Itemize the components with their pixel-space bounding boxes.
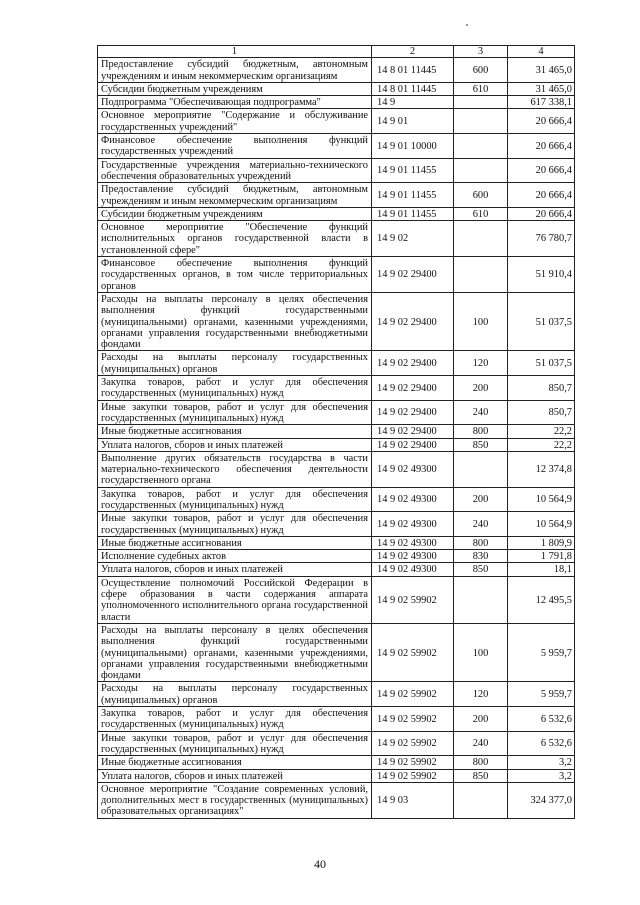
row-amount: 20 666,4 xyxy=(508,109,575,134)
row-code: 14 9 01 xyxy=(372,109,454,134)
row-name: Иные закупки товаров, работ и услуг для обеспечения государственных (муниципальных) нужд xyxy=(98,400,372,425)
row-amount: 51 037,5 xyxy=(508,292,575,350)
table-row xyxy=(98,682,575,707)
row-code: 14 9 01 11455 xyxy=(372,207,454,220)
row-name: Предоставление субсидий бюджетным, автономным учреждениям и иным некоммерческим организациям xyxy=(98,58,372,83)
row-code: 14 9 02 29400 xyxy=(372,351,454,376)
table-row xyxy=(98,425,575,438)
row-type: 850 xyxy=(454,769,508,782)
row-name: Основное мероприятие "Обеспечение функций исполнительных органов государственной власти в установленной сфере" xyxy=(98,221,372,257)
table-row xyxy=(98,576,575,623)
row-amount: 76 780,7 xyxy=(508,221,575,257)
table-row xyxy=(98,58,575,83)
row-amount: 20 666,4 xyxy=(508,134,575,159)
table-row xyxy=(98,400,575,425)
table-row xyxy=(98,536,575,549)
row-amount: 20 666,4 xyxy=(508,158,575,183)
header-row xyxy=(98,46,575,58)
row-amount: 20 666,4 xyxy=(508,207,575,220)
row-type xyxy=(454,96,508,109)
row-code: 14 8 01 11445 xyxy=(372,82,454,95)
row-amount: 31 465,0 xyxy=(508,58,575,83)
row-type: 600 xyxy=(454,183,508,208)
row-name: Финансовое обеспечение выполнения функций государственных органов, в том числе территориальных органов xyxy=(98,257,372,293)
table-row xyxy=(98,96,575,109)
row-amount: 18,1 xyxy=(508,563,575,576)
row-code: 14 8 01 11445 xyxy=(372,58,454,83)
row-name: Субсидии бюджетным учреждениям xyxy=(98,207,372,220)
scan-speck xyxy=(466,24,468,26)
row-code: 14 9 02 59902 xyxy=(372,769,454,782)
row-code: 14 9 02 49300 xyxy=(372,550,454,563)
row-code: 14 9 02 29400 xyxy=(372,438,454,451)
table-row xyxy=(98,756,575,769)
row-amount: 10 564,9 xyxy=(508,512,575,537)
row-name: Закупка товаров, работ и услуг для обеспечения государственных (муниципальных) нужд xyxy=(98,376,372,401)
row-type: 850 xyxy=(454,563,508,576)
row-amount: 617 338,1 xyxy=(508,96,575,109)
row-amount: 3,2 xyxy=(508,769,575,782)
row-type: 120 xyxy=(454,351,508,376)
row-type: 240 xyxy=(454,512,508,537)
row-code: 14 9 02 49300 xyxy=(372,451,454,487)
row-name: Подпрограмма "Обеспечивающая подпрограмма" xyxy=(98,96,372,109)
row-amount: 51 037,5 xyxy=(508,351,575,376)
table-row xyxy=(98,487,575,512)
row-code: 14 9 02 29400 xyxy=(372,425,454,438)
row-name: Иные закупки товаров, работ и услуг для обеспечения государственных (муниципальных) нужд xyxy=(98,731,372,756)
table-row xyxy=(98,257,575,293)
table-row xyxy=(98,292,575,350)
row-type: 200 xyxy=(454,487,508,512)
header-col-4: 4 xyxy=(508,46,575,58)
table-row xyxy=(98,623,575,681)
row-type: 100 xyxy=(454,623,508,681)
row-name: Расходы на выплаты персоналу в целях обеспечения выполнения функций государственными (муниципальными) органами, казенными учреждениями, органами управления государственными внебюджетными фондами xyxy=(98,292,372,350)
table-row xyxy=(98,207,575,220)
table-row xyxy=(98,782,575,818)
row-amount: 1 791,8 xyxy=(508,550,575,563)
row-type xyxy=(454,134,508,159)
row-name: Расходы на выплаты персоналу государственных (муниципальных) органов xyxy=(98,682,372,707)
row-type: 610 xyxy=(454,207,508,220)
row-code: 14 9 02 59902 xyxy=(372,707,454,732)
header-col-3: 3 xyxy=(454,46,508,58)
row-name: Иные бюджетные ассигнования xyxy=(98,425,372,438)
row-amount: 6 532,6 xyxy=(508,731,575,756)
row-amount: 10 564,9 xyxy=(508,487,575,512)
row-name: Иные бюджетные ассигнования xyxy=(98,536,372,549)
row-amount: 12 495,5 xyxy=(508,576,575,623)
table-row xyxy=(98,707,575,732)
row-name: Расходы на выплаты персоналу государственных (муниципальных) органов xyxy=(98,351,372,376)
row-name: Предоставление субсидий бюджетным, автономным учреждениям и иным некоммерческим организациям xyxy=(98,183,372,208)
row-amount: 850,7 xyxy=(508,376,575,401)
row-amount: 1 809,9 xyxy=(508,536,575,549)
row-code: 14 9 02 49300 xyxy=(372,512,454,537)
row-type xyxy=(454,158,508,183)
row-type: 240 xyxy=(454,400,508,425)
row-amount: 5 959,7 xyxy=(508,682,575,707)
table-row xyxy=(98,769,575,782)
table-row xyxy=(98,512,575,537)
row-type: 830 xyxy=(454,550,508,563)
row-code: 14 9 02 49300 xyxy=(372,487,454,512)
row-type xyxy=(454,221,508,257)
table-row xyxy=(98,158,575,183)
row-name: Исполнение судебных актов xyxy=(98,550,372,563)
row-code: 14 9 02 59902 xyxy=(372,623,454,681)
row-code: 14 9 02 59902 xyxy=(372,682,454,707)
row-code: 14 9 01 11455 xyxy=(372,183,454,208)
row-code: 14 9 02 29400 xyxy=(372,257,454,293)
row-name: Закупка товаров, работ и услуг для обеспечения государственных (муниципальных) нужд xyxy=(98,487,372,512)
row-type: 200 xyxy=(454,376,508,401)
row-type: 610 xyxy=(454,82,508,95)
table-row xyxy=(98,82,575,95)
table-row xyxy=(98,438,575,451)
row-name: Основное мероприятие "Создание современных условий, дополнительных мест в государственных (муниципальных) образовательных организациях" xyxy=(98,782,372,818)
row-type: 100 xyxy=(454,292,508,350)
row-code: 14 9 02 59902 xyxy=(372,756,454,769)
table-body xyxy=(98,58,575,818)
row-code: 14 9 02 49300 xyxy=(372,536,454,549)
row-amount: 51 910,4 xyxy=(508,257,575,293)
row-name: Основное мероприятие "Содержание и обслуживание государственных учреждений" xyxy=(98,109,372,134)
row-type: 600 xyxy=(454,58,508,83)
row-type xyxy=(454,451,508,487)
row-name: Осуществление полномочий Российской Федерации в сфере образования в части содержания аппарата уполномоченного исполнительного органа государственной власти xyxy=(98,576,372,623)
row-code: 14 9 01 11455 xyxy=(372,158,454,183)
table-row xyxy=(98,109,575,134)
row-type: 800 xyxy=(454,756,508,769)
row-type: 800 xyxy=(454,425,508,438)
header-col-1: 1 xyxy=(98,46,372,58)
row-amount: 5 959,7 xyxy=(508,623,575,681)
table-row xyxy=(98,550,575,563)
row-code: 14 9 01 10000 xyxy=(372,134,454,159)
table-row xyxy=(98,731,575,756)
table-row xyxy=(98,376,575,401)
table-row xyxy=(98,134,575,159)
row-name: Уплата налогов, сборов и иных платежей xyxy=(98,438,372,451)
row-type xyxy=(454,782,508,818)
table-row xyxy=(98,183,575,208)
row-amount: 6 532,6 xyxy=(508,707,575,732)
row-type: 120 xyxy=(454,682,508,707)
row-name: Выполнение других обязательств государства в части материально-технического обеспечения деятельности государственного органа xyxy=(98,451,372,487)
row-type: 200 xyxy=(454,707,508,732)
row-type xyxy=(454,109,508,134)
table-row xyxy=(98,563,575,576)
row-code: 14 9 02 49300 xyxy=(372,563,454,576)
row-code: 14 9 02 29400 xyxy=(372,376,454,401)
row-amount: 31 465,0 xyxy=(508,82,575,95)
row-amount: 12 374,8 xyxy=(508,451,575,487)
row-amount: 850,7 xyxy=(508,400,575,425)
row-code: 14 9 xyxy=(372,96,454,109)
row-code: 14 9 02 59902 xyxy=(372,731,454,756)
table-row xyxy=(98,451,575,487)
row-amount: 20 666,4 xyxy=(508,183,575,208)
row-name: Иные бюджетные ассигнования xyxy=(98,756,372,769)
row-name: Иные закупки товаров, работ и услуг для обеспечения государственных (муниципальных) нужд xyxy=(98,512,372,537)
row-code: 14 9 02 29400 xyxy=(372,400,454,425)
budget-table xyxy=(97,45,575,819)
row-code: 14 9 02 xyxy=(372,221,454,257)
table-row xyxy=(98,351,575,376)
row-name: Уплата налогов, сборов и иных платежей xyxy=(98,769,372,782)
row-name: Расходы на выплаты персоналу в целях обеспечения выполнения функций государственными (муниципальными) органами, казенными учреждениями, органами управления государственными внебюджетными фондами xyxy=(98,623,372,681)
header-col-2: 2 xyxy=(372,46,454,58)
row-type: 240 xyxy=(454,731,508,756)
page-number: 40 xyxy=(314,857,326,871)
row-name: Уплата налогов, сборов и иных платежей xyxy=(98,563,372,576)
row-type: 850 xyxy=(454,438,508,451)
row-amount: 22,2 xyxy=(508,438,575,451)
row-amount: 324 377,0 xyxy=(508,782,575,818)
row-type xyxy=(454,576,508,623)
row-name: Субсидии бюджетным учреждениям xyxy=(98,82,372,95)
row-amount: 3,2 xyxy=(508,756,575,769)
row-code: 14 9 02 29400 xyxy=(372,292,454,350)
row-name: Финансовое обеспечение выполнения функций государственных учреждений xyxy=(98,134,372,159)
table-row xyxy=(98,221,575,257)
row-code: 14 9 02 59902 xyxy=(372,576,454,623)
row-amount: 22,2 xyxy=(508,425,575,438)
row-name: Государственные учреждения материально-технического обеспечения образовательных учреждений xyxy=(98,158,372,183)
row-code: 14 9 03 xyxy=(372,782,454,818)
row-type: 800 xyxy=(454,536,508,549)
row-name: Закупка товаров, работ и услуг для обеспечения государственных (муниципальных) нужд xyxy=(98,707,372,732)
row-type xyxy=(454,257,508,293)
